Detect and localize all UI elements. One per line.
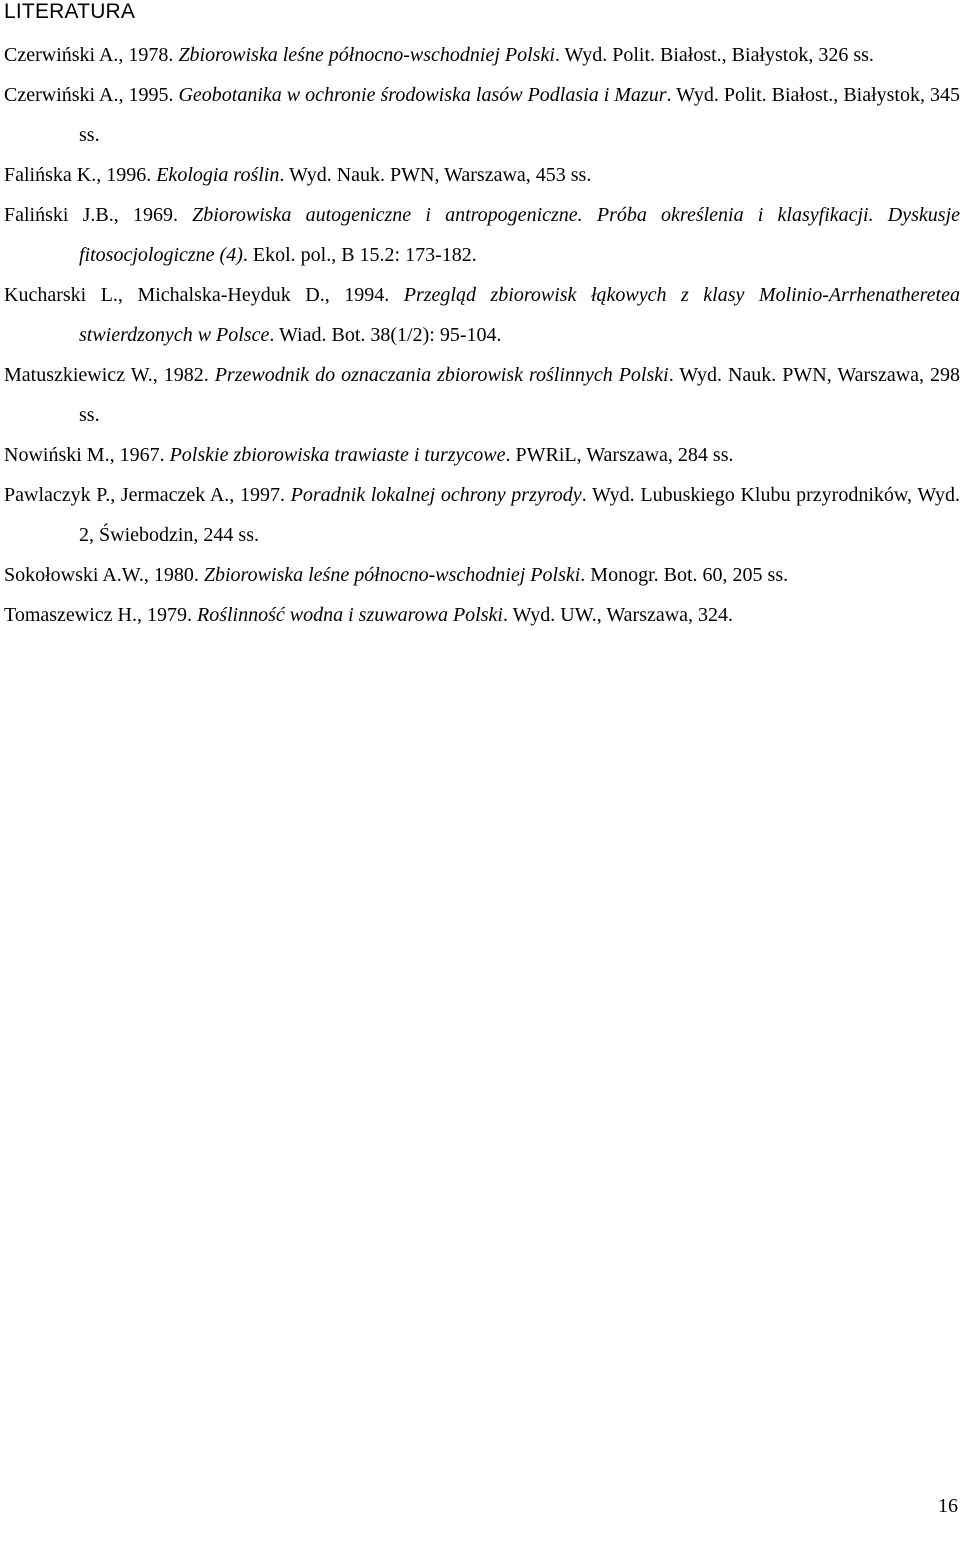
- reference-publication: . Monogr. Bot. 60, 205 ss.: [580, 564, 789, 586]
- reference-publication: . Wyd. Polit. Białost., Białystok, 345 ss.: [79, 84, 960, 146]
- reference-title: Poradnik lokalnej ochrony przyrody: [290, 484, 582, 506]
- reference-title: Przegląd zbiorowisk łąkowych z klasy Molinio-Arrhenatheretea stwierdzonych w Polsce: [79, 284, 960, 346]
- reference-title: Geobotanika w ochronie środowiska lasów Podlasia i Mazur: [178, 84, 667, 106]
- reference-title: Ekologia roślin: [156, 164, 280, 186]
- reference-entry: [4, 355, 960, 435]
- page-number: 16: [938, 1495, 958, 1517]
- reference-entry: [4, 155, 960, 195]
- reference-entry: [4, 435, 960, 475]
- reference-authors-year: Czerwiński A., 1995.: [4, 84, 179, 106]
- reference-title: Zbiorowiska leśne północno-wschodniej Polski: [178, 44, 555, 66]
- reference-entry: [4, 475, 960, 555]
- reference-authors-year: Faliński J.B., 1969.: [4, 204, 193, 226]
- reference-publication: . PWRiL, Warszawa, 284 ss.: [505, 444, 734, 466]
- reference-entry: [4, 35, 960, 75]
- reference-entry: [4, 275, 960, 355]
- reference-entry: [4, 555, 960, 595]
- reference-entry: [4, 595, 960, 635]
- reference-authors-year: Sokołowski A.W., 1980.: [4, 564, 204, 586]
- reference-title: Roślinność wodna i szuwarowa Polski: [197, 604, 503, 626]
- reference-publication: . Wyd. UW., Warszawa, 324.: [502, 604, 734, 626]
- reference-authors-year: Falińska K., 1996.: [4, 164, 157, 186]
- reference-publication: . Wyd. Polit. Białost., Białystok, 326 ss.: [554, 44, 874, 66]
- reference-list: [4, 35, 960, 635]
- reference-authors-year: Tomaszewicz H., 1979.: [4, 604, 197, 626]
- reference-title: Zbiorowiska leśne północno-wschodniej Polski: [203, 564, 581, 586]
- reference-title: Przewodnik do oznaczania zbiorowisk roślinnych Polski: [214, 364, 669, 386]
- reference-authors-year: Kucharski L., Michalska-Heyduk D., 1994.: [4, 284, 404, 306]
- reference-authors-year: Pawlaczyk P., Jermaczek A., 1997.: [4, 484, 291, 506]
- reference-entry: [4, 195, 960, 275]
- reference-title: Zbiorowiska autogeniczne i antropogeniczne. Próba określenia i klasyfikacji. Dyskusje fitosocjologiczne (4): [79, 204, 960, 266]
- reference-publication: . Ekol. pol., B 15.2: 173-182.: [242, 244, 477, 266]
- reference-publication: . Wyd. Nauk. PWN, Warszawa, 453 ss.: [279, 164, 592, 186]
- reference-authors-year: Nowiński M., 1967.: [4, 444, 170, 466]
- reference-publication: . Wyd. Lubuskiego Klubu przyrodników, Wyd. 2, Świebodzin, 244 ss.: [79, 484, 960, 546]
- reference-entry: [4, 75, 960, 155]
- reference-publication: . Wyd. Nauk. PWN, Warszawa, 298 ss.: [79, 364, 960, 426]
- reference-authors-year: Matuszkiewicz W., 1982.: [4, 364, 215, 386]
- section-heading: LITERATURA: [4, 0, 136, 23]
- reference-title: Polskie zbiorowiska trawiaste i turzycowe: [169, 444, 506, 466]
- reference-publication: . Wiad. Bot. 38(1/2): 95-104.: [269, 324, 502, 346]
- reference-authors-year: Czerwiński A., 1978.: [4, 44, 179, 66]
